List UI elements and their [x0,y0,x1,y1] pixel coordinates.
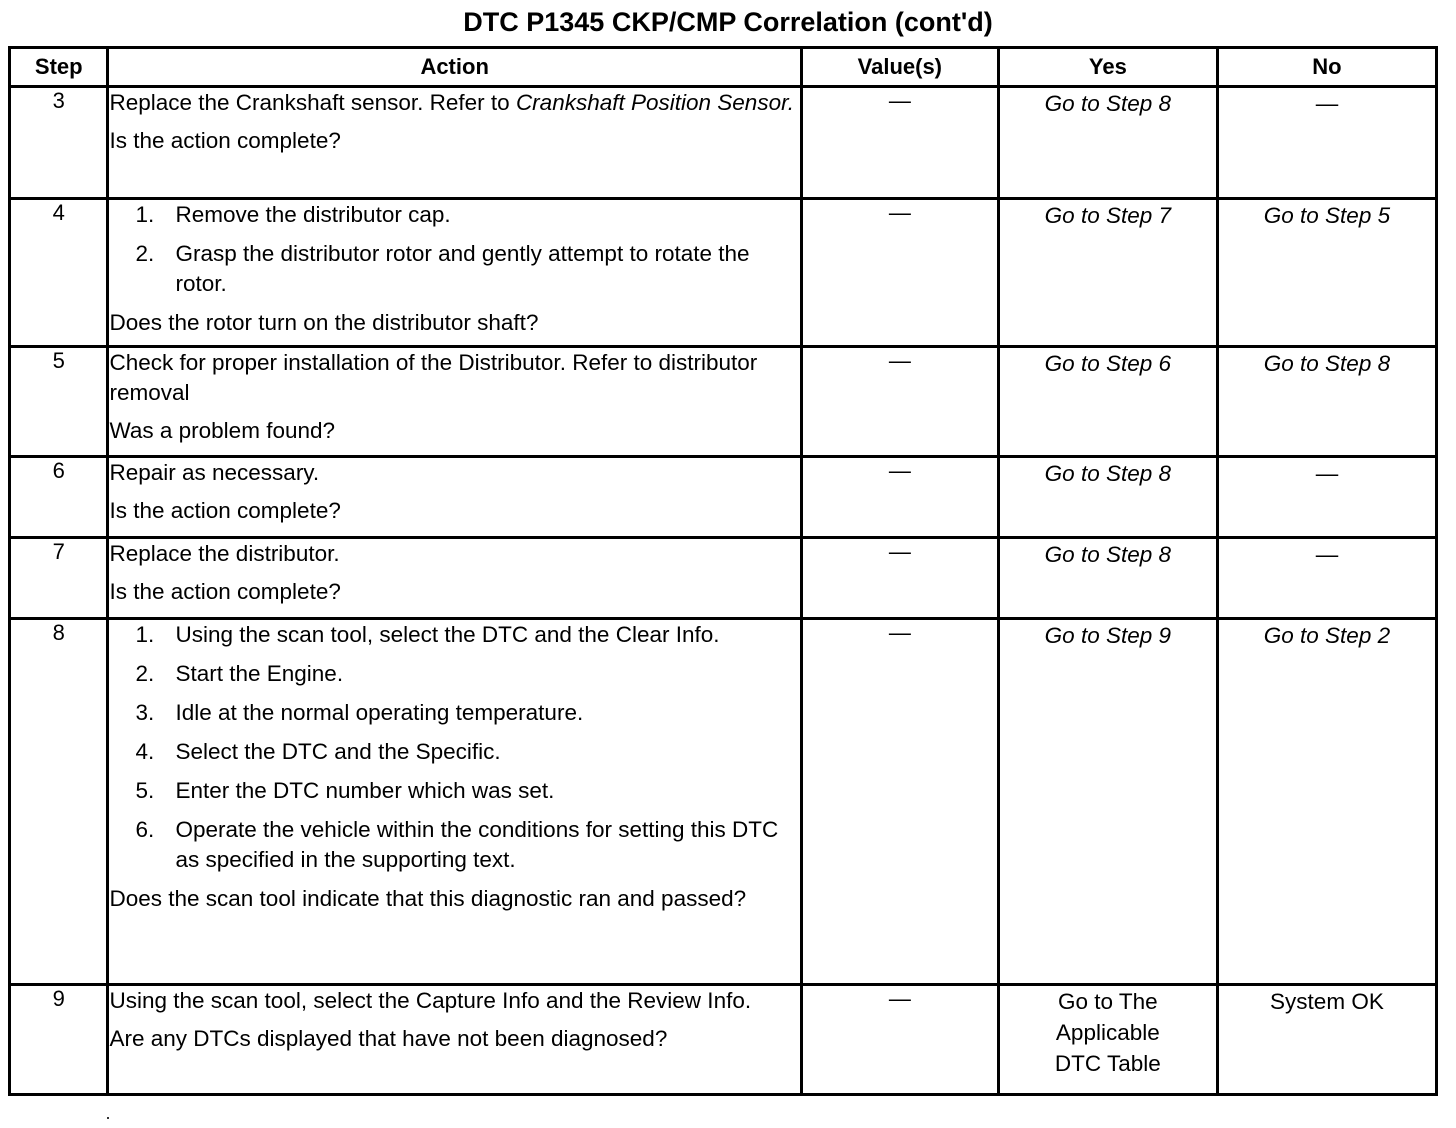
list-item: 6. Operate the vehicle within the conditions for setting this DTC as specified in the supporting text. [135,817,779,872]
action-cell [108,457,801,538]
action-text: Replace the Crankshaft sensor. Refer to [109,90,516,115]
header-row [10,48,1437,87]
value-cell: — [801,985,998,1095]
scan-speck [107,1117,109,1119]
table-row [10,985,1437,1095]
list-item: 1. Using the scan tool, select the DTC and the Clear Info. [135,622,720,647]
no-result: Go to Step 2 [1217,619,1436,985]
action-text: Check for proper installation of the Distributor. Refer to distributor removal [109,350,758,405]
action-list [109,620,799,875]
step-number: 7 [10,538,108,619]
action-question: Is the action complete? [109,128,341,153]
action-question: Does the rotor turn on the distributor shaft? [109,310,539,335]
page-title: DTC P1345 CKP/CMP Correlation (cont'd) [463,7,993,37]
header-no: No [1217,48,1436,87]
list-item: 4. Select the DTC and the Specific. [135,739,501,764]
step-number: 8 [10,619,108,985]
yes-result: Go to Step 6 [998,347,1217,457]
header-yes: Yes [998,48,1217,87]
action-question: Does the scan tool indicate that this diagnostic ran and passed? [109,886,747,911]
value-cell: — [801,87,998,199]
yes-result: Go to Step 8 [998,87,1217,199]
no-result: Go to Step 5 [1217,199,1436,347]
reference-link: Crankshaft Position Sensor. [515,90,794,115]
value-cell: — [801,538,998,619]
header-action: Action [108,48,801,87]
action-question: Are any DTCs displayed that have not been diagnosed? [109,1026,668,1051]
diagnostic-table [8,46,1438,1096]
yes-result: Go to Step 8 [998,457,1217,538]
table-row [10,619,1437,985]
yes-result: Go to The Applicable DTC Table [998,985,1217,1095]
action-text: Using the scan tool, select the Capture Info and the Review Info. [109,988,752,1013]
action-question: Is the action complete? [109,498,341,523]
step-number: 4 [10,199,108,347]
action-list [109,200,799,299]
value-cell: — [801,457,998,538]
header-values: Value(s) [801,48,998,87]
step-number: 6 [10,457,108,538]
action-cell [108,347,801,457]
action-cell [108,619,801,985]
action-question: Is the action complete? [109,579,341,604]
value-cell: — [801,619,998,985]
action-cell [108,538,801,619]
table-row [10,87,1437,199]
no-result: Go to Step 8 [1217,347,1436,457]
yes-result: Go to Step 8 [998,538,1217,619]
table-row [10,347,1437,457]
no-result: System OK [1217,985,1436,1095]
yes-result: Go to Step 9 [998,619,1217,985]
action-cell [108,199,801,347]
value-cell: — [801,199,998,347]
no-result: — [1217,538,1436,619]
step-number: 5 [10,347,108,457]
yes-result: Go to Step 7 [998,199,1217,347]
table-row [10,457,1437,538]
step-number: 9 [10,985,108,1095]
header-step: Step [10,48,108,87]
action-cell [108,87,801,199]
action-cell [108,985,801,1095]
no-result: — [1217,87,1436,199]
list-item: 5. Enter the DTC number which was set. [135,778,555,803]
value-cell: — [801,347,998,457]
action-text: Repair as necessary. [109,460,320,485]
step-number: 3 [10,87,108,199]
list-item: 2. Grasp the distributor rotor and gently attempt to rotate the rotor. [135,241,750,296]
list-item: 2. Start the Engine. [135,661,344,686]
no-result: — [1217,457,1436,538]
list-item: 3. Idle at the normal operating temperature. [135,700,584,725]
table-row [10,199,1437,347]
action-question: Was a problem found? [109,418,336,443]
table-row [10,538,1437,619]
action-text: Replace the distributor. [109,541,340,566]
list-item: 1. Remove the distributor cap. [135,202,451,227]
